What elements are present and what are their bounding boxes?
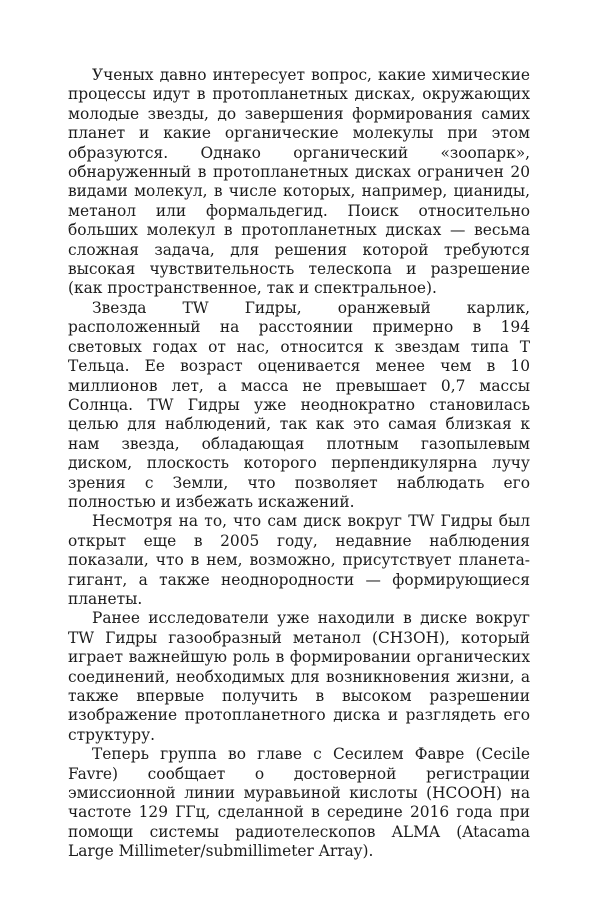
paragraph-tw-hydrae-star: Звезда TW Гидры, оранжевый карлик, расположенный на расстоянии примерно в 194 световых годах от нас, относится к звездам типа Т Тельца. Ее возраст оценивается менее чем в 10 миллионов лет, а масса не превышает 0,7 массы Солнца. TW Гидры уже неоднократно становилась целью для наблюдений, так как это самая близкая к нам звезда, обладающая плотным газопылевым диском, плоскость которого перпендикулярна лучу зрения с Земли, что позволяет наблюдать его полностью и избежать искажений. — [68, 298, 530, 511]
paragraph-chemistry-question: Ученых давно интересует вопрос, какие химические процессы идут в протопланетных дисках, окружающих молодые звезды, до завершения формирования самих планет и какие органические молекулы при этом образуются. Однако органический «зоопарк», обнаруженный в протопланетных дисках ограничен 20 видами молекул, в числе которых, например, цианиды, метанол или формальдегид. Поиск относительно больших молекул в протопланетных дисках — весьма сложная задача, для решения которой требуются высокая чувствительность телескопа и разрешение (как пространственное, так и спектральное). — [68, 66, 530, 298]
paragraph-methanol: Ранее исследователи уже находили в диске вокруг TW Гидры газообразный метанол (CH3OH), который играет важнейшую роль в формировании органических соединений, необходимых для возникновения жизни, а также впервые получить в высоком разрешении изображение протопланетного диска и разглядеть его структуру. — [68, 609, 530, 744]
paragraph-formic-acid: Теперь группа во главе с Сесилем Фавре (Cecile Favre) сообщает о достоверной регистрации эмиссионной линии муравьиной кислоты (HCOOH) на частоте 129 ГГц, сделанной в середине 2016 года при помощи системы радиотелескопов ALMA (Atacama Large Millimeter/submillimeter Array). — [68, 745, 530, 861]
document-page — [68, 66, 530, 862]
paragraph-disk-discovery: Несмотря на то, что сам диск вокруг TW Гидры был открыт еще в 2005 году, недавние наблюдения показали, что в нем, возможно, присутствует планета-гигант, а также неоднородности — формирующиеся планеты. — [68, 512, 530, 608]
